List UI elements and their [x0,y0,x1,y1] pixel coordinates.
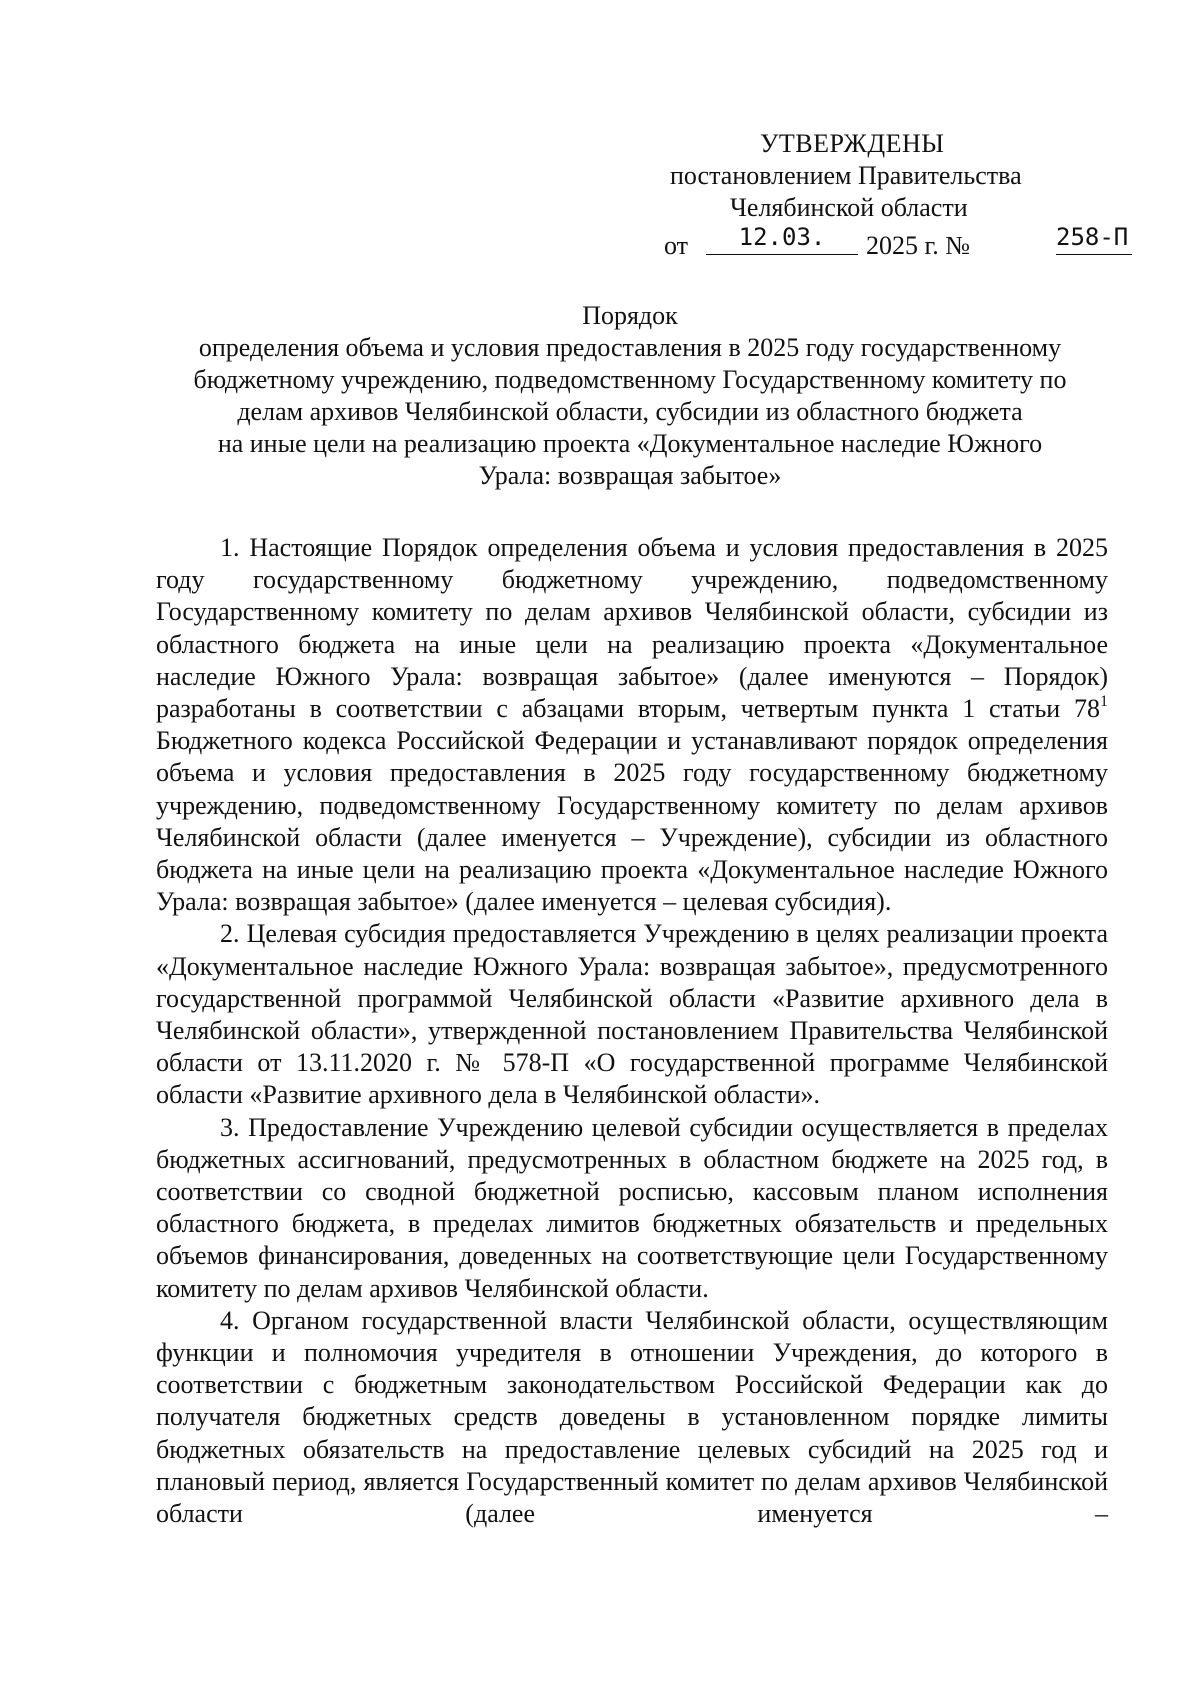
date-prefix: от [664,231,689,260]
title-heading: Порядок [582,301,678,330]
title-line: определения объема и условия предоставления в 2025 году государственному [198,333,1062,362]
paragraph-4: 4. Органом государственной власти Челябинской области, осуществляющим функции и полномочия учредителя в отношении Учреждения, до которого в соответствии с бюджетным законодательством Российской Федерации как до получателя бюджетных средств доведены в установленном порядке лимиты бюджетных обязательств на предоставление целевых субсидий на 2025 год и плановый период, является Государственный комитет по делам архивов Челябинской области (далее именуется – [156,1305,1108,1529]
title-line: бюджетному учреждению, подведомственному Государственному комитету по [193,365,1067,394]
paragraph-3: 3. Предоставление Учреждению целевой субсидии осуществляется в пределах бюджетных ассигнований, предусмотренных в областном бюджете на 2025 год, в соответствии со сводной бюджетной росписью, кассовым планом исполнения областного бюджета, в пределах лимитов бюджетных обязательств и предельных объемов финансирования, доведенных на соответствующие цели Государственному комитету по делам архивов Челябинской области. [156,1112,1108,1303]
year-label: 2025 г. № [866,231,971,260]
article-superscript: 1 [1100,693,1108,711]
paragraph-1 [156,532,1108,918]
document-title [150,300,1110,492]
title-line: делам архивов Челябинской области, субсидии из областного бюджета [237,397,1023,426]
approval-date-line [664,224,1130,258]
approval-stamp [660,128,1130,258]
paragraph-1-text-b: Бюджетного кодекса Российской Федерации и устанавливают порядок определения объема и условия предоставления в 2025 году государственному бюджетному учреждению, подведомственному Государственному комитету по делам архивов Челябинской области (далее именуется – Учреждение), субсидии из областного бюджета на иные цели на реализацию проекта «Документальное наследие Южного Урала: возвращая забытое» (далее именуется – целевая субсидия). [156,726,1108,917]
resolution-number: 258-П [1056,224,1132,255]
paragraph-1-text-a: 1. Настоящие Порядок определения объема и условия предоставления в 2025 году государственному бюджетному учреждению, подведомственному Государственному комитету по делам архивов Челябинской области, субсидии из областного бюджета на иные цели на реализацию проекта «Документальное наследие Южного Урала: возвращая забытое» (далее именуются – Порядок) разработаны в соответствии с абзацами вторым, четвертым пункта 1 статьи 78 [156,533,1108,724]
title-line: на иные цели на реализацию проекта «Документальное наследие Южного [217,429,1043,458]
document-body [156,532,1108,1530]
approval-region: Челябинской области [730,193,968,222]
approval-date: 12.03. [706,224,858,255]
title-line: Урала: возвращая забытое» [478,461,782,490]
approval-heading: УТВЕРЖДЕНЫ [760,129,945,158]
paragraph-2: 2. Целевая субсидия предоставляется Учреждению в целях реализации проекта «Документальное наследие Южного Урала: возвращая забытое», предусмотренного государственной программой Челябинской области «Развитие архивного дела в Челябинской области», утвержденной постановлением Правительства Челябинской области от 13.11.2020 г. № 578-П «О государственной программе Челябинской области «Развитие архивного дела в Челябинской области». [156,919,1108,1110]
approval-authority: постановлением Правительства [670,161,1022,190]
